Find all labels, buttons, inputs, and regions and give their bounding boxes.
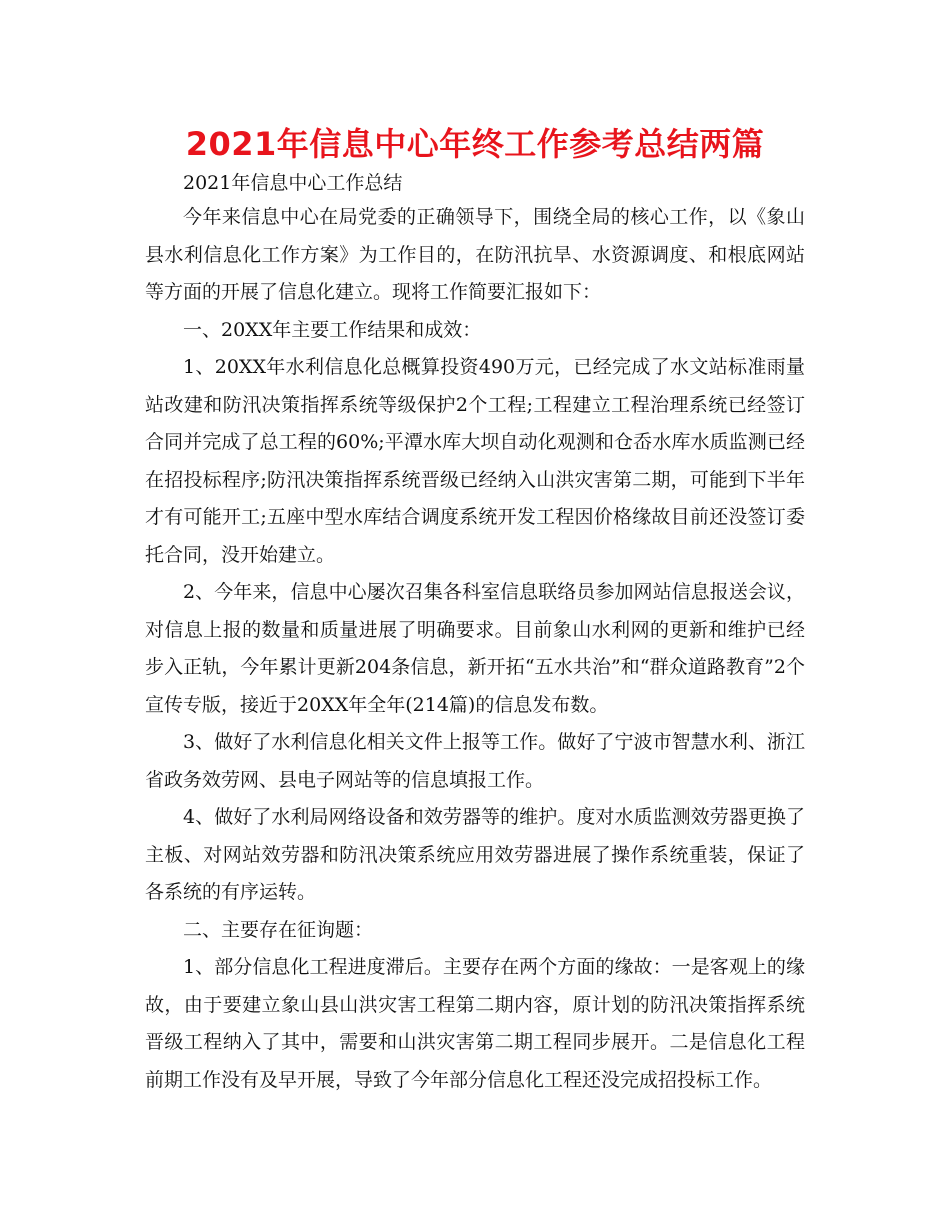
paragraph-item-2: 2、今年来，信息中心屡次召集各科室信息联络员参加网站信息报送会议，对信息上报的数量和质量进展了明确要求。目前象山水利网的更新和维护已经步入正轨，今年累计更新204条信息，新开拓“五水共治”和“群众道路教育”2个宣传专版，接近于20XX年全年(214篇)的信息发布数。 xyxy=(145,581,805,716)
section-heading-problems: 二、主要存在征询题： xyxy=(183,918,374,941)
document-subtitle: 2021年信息中心工作总结 xyxy=(183,172,403,194)
paragraph-problem-1: 1、部分信息化工程进度滞后。主要存在两个方面的缘故：一是客观上的缘故，由于要建立象山县山洪灾害工程第二期内容，原计划的防汛决策指挥系统晋级工程纳入了其中，需要和山洪灾害第二期工程同步展开。二是信息化工程前期工作没有及早开展，导致了今年部分信息化工程还没完成招投标工作。 xyxy=(145,956,805,1091)
paragraph-intro: 今年来信息中心在局党委的正确领导下，围绕全局的核心工作，以《象山县水利信息化工作方案》为工作目的，在防汛抗旱、水资源调度、和根底网站等方面的开展了信息化建立。现将工作简要汇报如下： xyxy=(145,206,805,303)
paragraph-item-4: 4、做好了水利局网络设备和效劳器等的维护。度对水质监测效劳器更换了主板、对网站效劳器和防汛决策系统应用效劳器进展了操作系统重装，保证了各系统的有序运转。 xyxy=(145,806,805,903)
paragraph-item-1: 1、20XX年水利信息化总概算投资490万元，已经完成了水文站标准雨量站改建和防汛决策指挥系统等级保护2个工程;工程建立工程治理系统已经签订合同并完成了总工程的60%;平潭水库大坝自动化观测和仓岙水库水质监测已经在招投标程序;防汛决策指挥系统晋级已经纳入山洪灾害第二期，可能到下半年才有可能开工;五座中型水库结合调度系统开发工程因价格缘故目前还没签订委托合同，没开始建立。 xyxy=(145,356,805,566)
document-title: 2021年信息中心年终工作参考总结两篇 xyxy=(185,125,765,163)
paragraph-item-3: 3、做好了水利信息化相关文件上报等工作。做好了宁波市智慧水利、浙江省政务效劳网、县电子网站等的信息填报工作。 xyxy=(145,731,805,791)
document-body xyxy=(145,199,805,1099)
section-heading-results: 一、20XX年主要工作结果和成效： xyxy=(183,318,482,341)
